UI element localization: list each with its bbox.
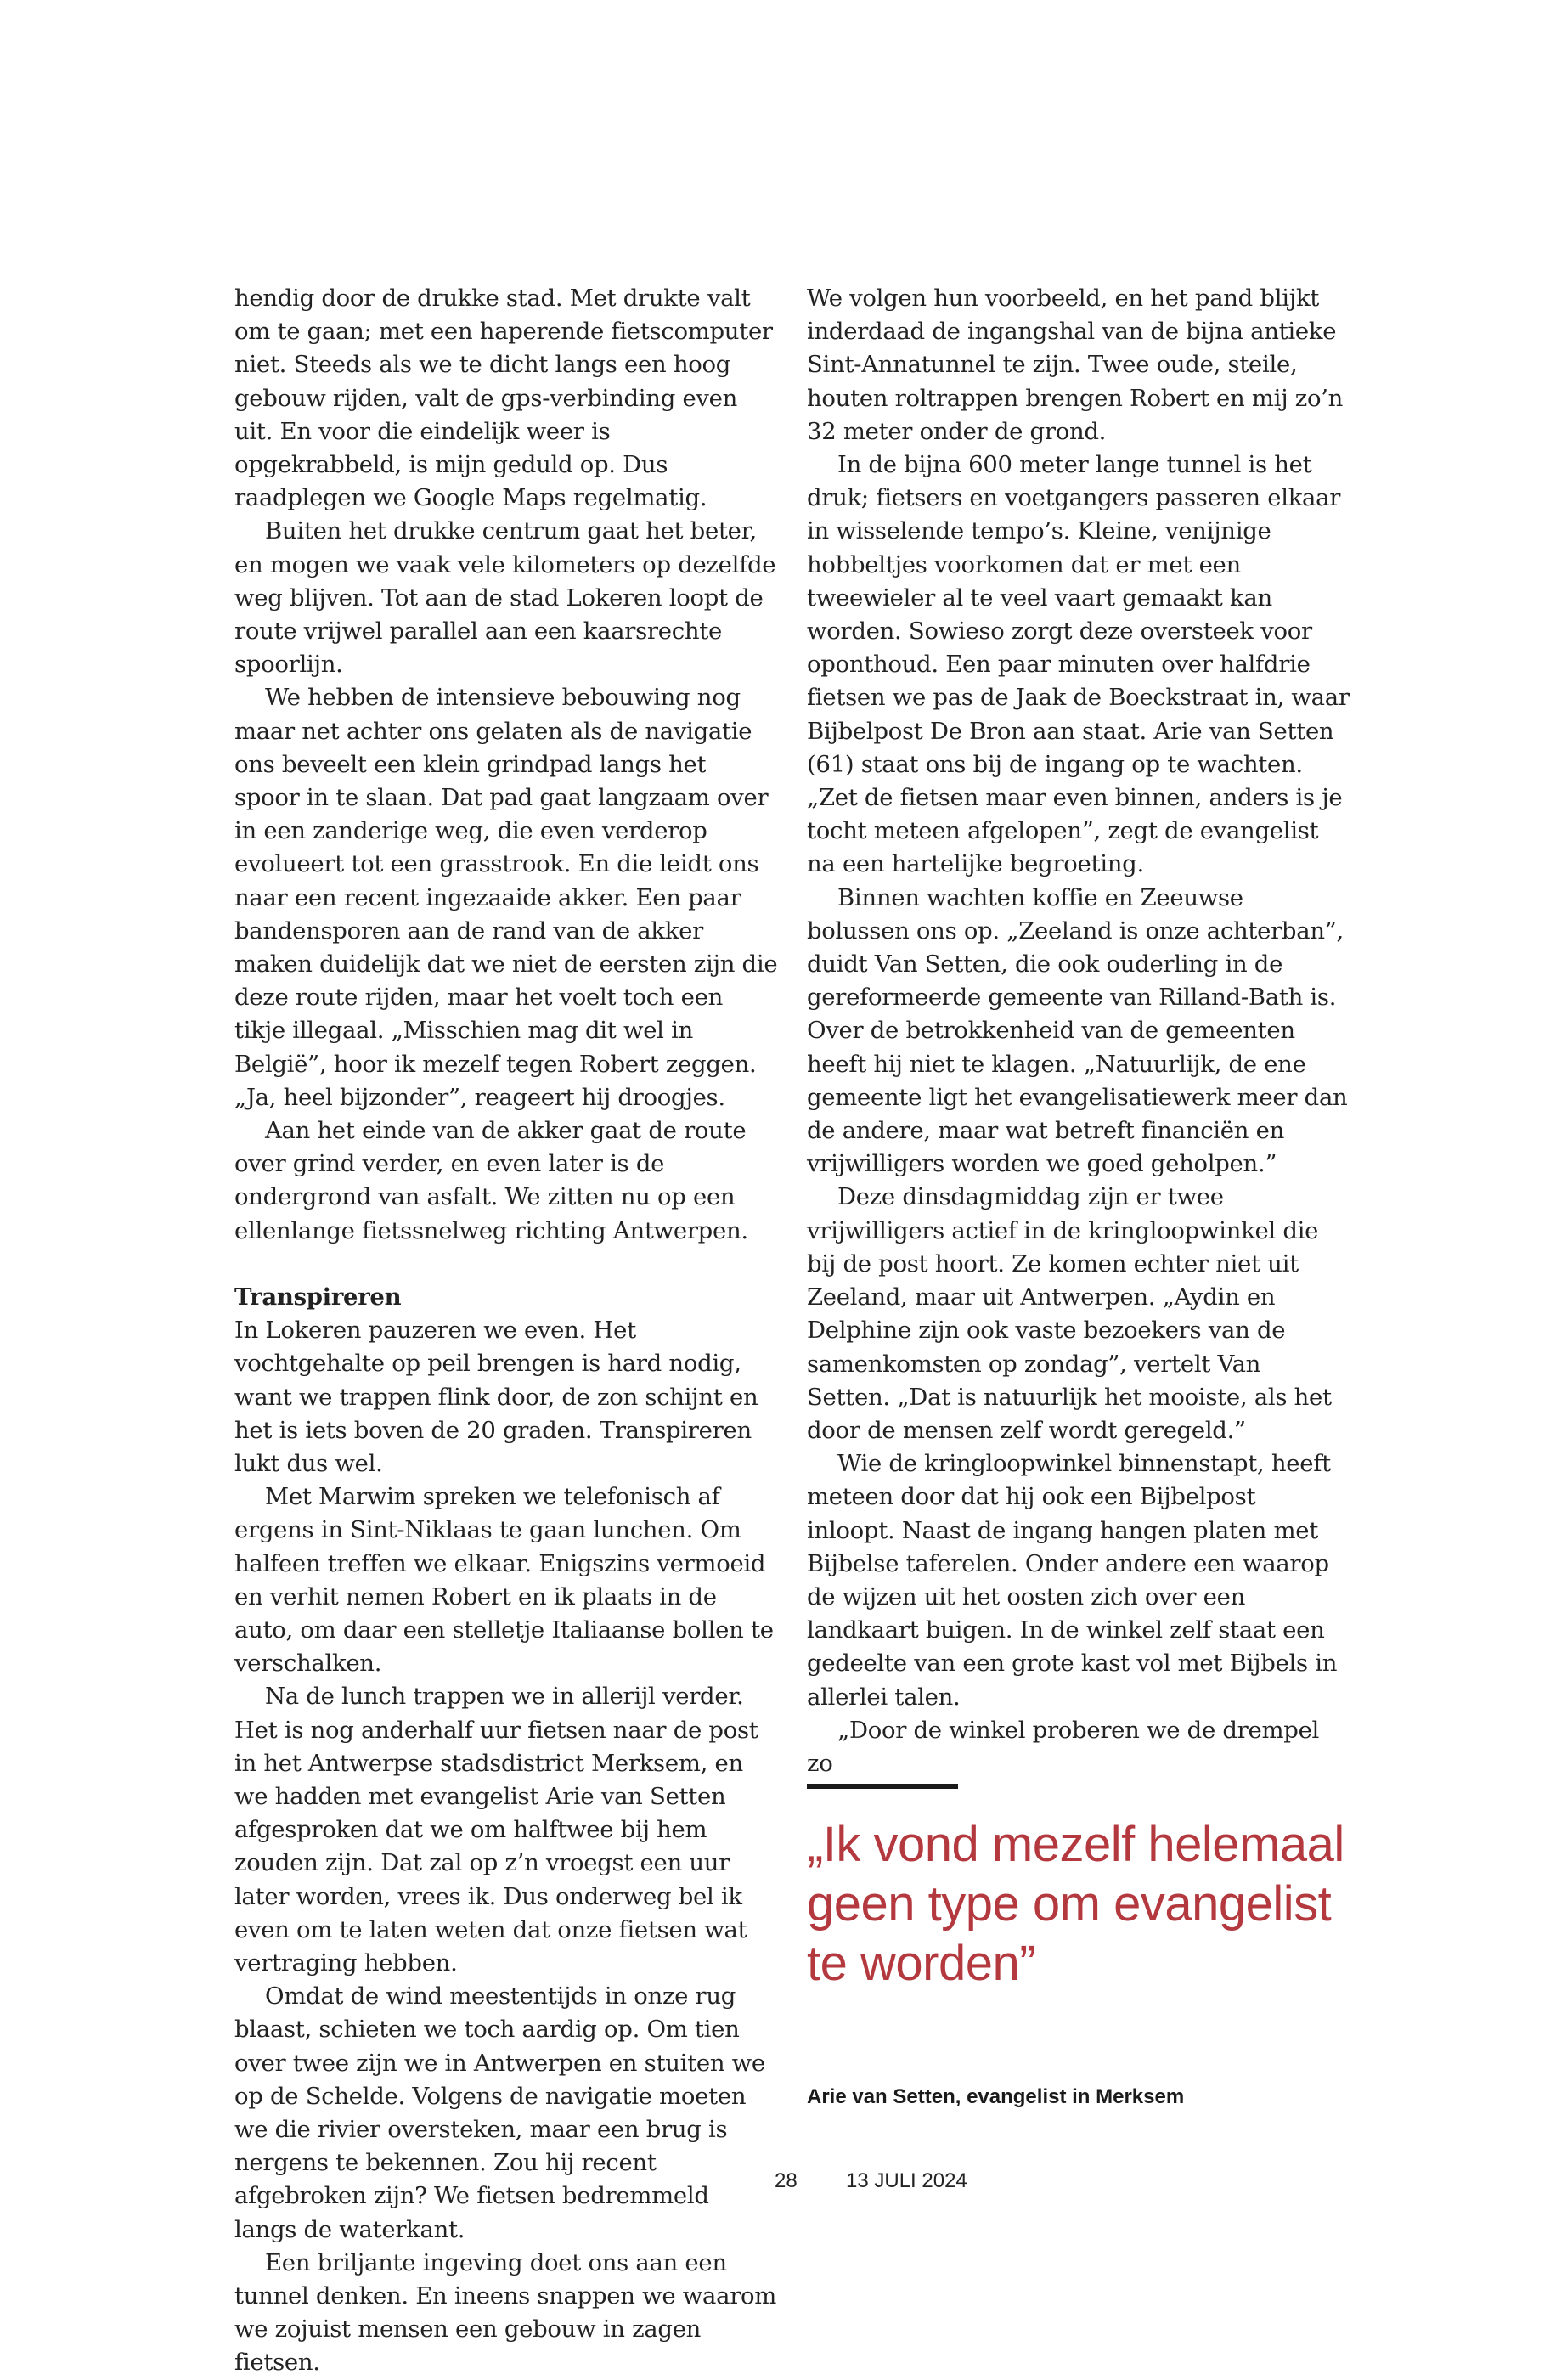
section-subheading: Transpireren <box>234 1283 402 1311</box>
paragraph: Met Marwim spreken we telefonisch af ergens in Sint-Niklaas te gaan lunchen. Om halfeen treffen we elkaar. Enigszins vermoeid en verhit nemen Robert en ik plaats in de auto, om daar een stelletje Italiaanse bollen te verschalken. <box>234 1483 774 1678</box>
page-number: 28 <box>775 2169 798 2192</box>
issue-date: 13 JULI 2024 <box>846 2169 967 2192</box>
pull-quote: „Ik vond mezelf helemaal geen type om evangelist te worden” <box>807 1817 1344 1991</box>
paragraph: Deze dinsdagmiddag zijn er twee vrijwilligers actief in de kringloopwinkel die bij de post hoort. Ze komen echter niet uit Zeeland, maar uit Antwerpen. „Aydin en Delphine zijn ook vaste bezoekers van de samenkomsten op zondag”, vertelt Van Setten. „Dat is natuurlijk het mooiste, als het door de mensen zelf wordt geregeld.” <box>807 1183 1332 1444</box>
paragraph: In Lokeren pauzeren we even. Het vochtgehalte op peil brengen is hard nodig, want we trappen flink door, de zon schijnt en het is iets boven de 20 graden. Transpireren lukt dus wel. <box>234 1317 758 1477</box>
paragraph: „Door de winkel proberen we de drempel zo <box>807 1716 1320 1777</box>
paragraph: We volgen hun voorbeeld, en het pand blijkt inderdaad de ingangshal van de bijna antieke Sint-Annatunnel te zijn. Twee oude, steile, houten roltrappen brengen Robert en mij zo’n 32 meter onder de grond. <box>807 285 1344 445</box>
pull-quote-attribution: Arie van Setten, evangelist in Merksem <box>807 2085 1185 2108</box>
paragraph: In de bijna 600 meter lange tunnel is het druk; fietsers en voetgangers passeren elkaar in wisselende tempo’s. Kleine, venijnige hobbeltjes voorkomen dat er met een tweewieler al te veel vaart gemaakt kan worden. Sowieso zorgt deze oversteek voor oponthoud. Een paar minuten over halfdrie fietsen we pas de Jaak de Boeckstraat in, waar Bijbelpost De Bron aan staat. Arie van Setten (61) staat ons bij de ingang op te wachten. „Zet de fietsen maar even binnen, anders is je tocht meteen afgelopen”, zegt de evangelist na een hartelijke begroeting. <box>807 451 1350 878</box>
paragraph: Aan het einde van de akker gaat de route over grind verder, en even later is de ondergrond van asfalt. We zitten nu op een ellenlange fietssnelweg richting Antwerpen. <box>234 1117 748 1244</box>
pull-quote-rule <box>807 1784 958 1789</box>
article-column-right <box>807 282 1350 1780</box>
paragraph: Een briljante ingeving doet ons aan een tunnel denken. En ineens snappen we waarom we zojuist mensen een gebouw in zagen fietsen. <box>234 2248 777 2377</box>
paragraph: We hebben de intensieve bebouwing nog maar net achter ons gelaten als de navigatie ons beveelt een klein grindpad langs het spoor in te slaan. Dat pad gaat langzaam over in een zanderige weg, die even verderop evolueert tot een grasstrook. En die leidt ons naar een recent ingezaaide akker. Een paar bandensporen aan de rand van de akker maken duidelijk dat we niet de eersten zijn die deze route rijden, maar het voelt toch een tikje illegaal. „Misschien mag dit wel in België”, hoor ik mezelf tegen Robert zeggen. „Ja, heel bijzonder”, reageert hij droogjes. <box>234 684 778 1111</box>
paragraph: Binnen wachten koffie en Zeeuwse bolussen ons op. „Zeeland is onze achterban”, duidt Van Setten, die ook ouderling in de gereformeerde gemeente van Rilland-Bath is. Over de betrokkenheid van de gemeenten heeft hij niet te klagen. „Natuurlijk, de ene gemeente ligt het evangelisatiewerk meer dan de andere, maar wat betreft financiën en vrijwilligers worden we goed geholpen.” <box>807 883 1348 1178</box>
paragraph: Na de lunch trappen we in allerijl verder. Het is nog anderhalf uur fietsen naar de post in het Antwerpse stadsdistrict Merksem, en we hadden met evangelist Arie van Setten afgesproken dat we om halftwee bij hem zouden zijn. Dat zal op z’n vroegst een uur later worden, vrees ik. Dus onderweg bel ik even om te laten weten dat onze fietsen wat vertraging hebben. <box>234 1683 758 1977</box>
paragraph: Wie de kringloopwinkel binnenstapt, heeft meteen door dat hij ook een Bijbelpost inloopt. Naast de ingang hangen platen met Bijbelse taferelen. Onder andere een waarop de wijzen uit het oosten zich over een landkaart buigen. In de winkel zelf staat een gedeelte van een grote kast vol met Bijbels in allerlei talen. <box>807 1450 1338 1711</box>
paragraph: Omdat de wind meestentijds in onze rug blaast, schieten we toch aardig op. Om tien over twee zijn we in Antwerpen en stuiten we op de Schelde. Volgens de navigatie moeten we die rivier oversteken, maar een brug is nergens te bekennen. Zou hij recent afgebroken zijn? We fietsen bedremmeld langs de waterkant. <box>234 1982 765 2243</box>
paragraph: hendig door de drukke stad. Met drukte valt om te gaan; met een haperende fietscomputer niet. Steeds als we te dicht langs een hoog gebouw rijden, valt de gps-verbinding even uit. En voor die eindelijk weer is opgekrabbeld, is mijn geduld op. Dus raadplegen we Google Maps regelmatig. <box>234 285 773 512</box>
article-column-left <box>234 282 778 2380</box>
paragraph: Buiten het drukke centrum gaat het beter, en mogen we vaak vele kilometers op dezelfde weg blijven. Tot aan de stad Lokeren loopt de route vrijwel parallel aan een kaarsrechte spoorlijn. <box>234 517 776 679</box>
